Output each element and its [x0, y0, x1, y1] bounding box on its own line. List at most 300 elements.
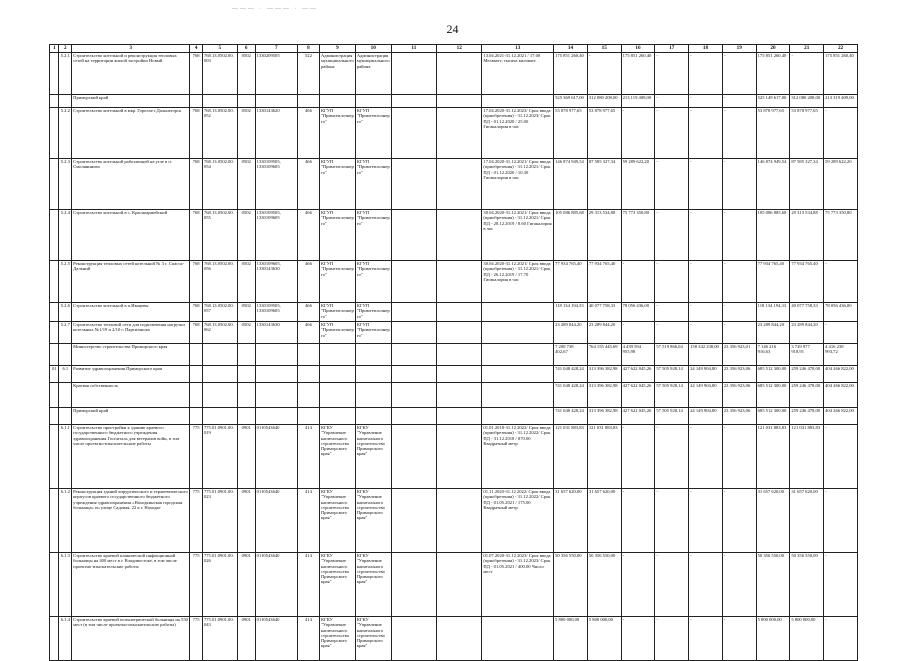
table-cell	[482, 617, 554, 661]
table-cell: 77 934 765,40	[756, 261, 790, 303]
table-cell	[50, 261, 59, 303]
table-cell: 5.2.4	[59, 210, 72, 261]
table-cell: 77 934 765,40	[790, 261, 824, 303]
table-cell: КГУП "Примтеплоэнерго"	[319, 210, 355, 261]
table-cell: 23 289 844,20	[554, 322, 588, 344]
table-cell: -	[722, 159, 756, 210]
table-cell: 768.13.0502.00.057	[202, 303, 237, 322]
table-cell: 404 266 822,00	[824, 408, 858, 425]
table-cell: КГКУ "Управление капитального строительства Приморского края"	[355, 553, 391, 617]
table-cell: 4 439 594 955,98	[621, 344, 655, 366]
table-cell	[50, 159, 59, 210]
table-cell: 77 934 765,40	[587, 261, 621, 303]
table-cell: 31 657 620,00	[554, 489, 588, 553]
table-cell	[237, 95, 255, 108]
table-cell: 1330109505, 1330109605	[255, 210, 297, 261]
table-row	[50, 489, 858, 553]
table-cell: 77 934 765,40	[554, 261, 588, 303]
table-cell: 0502	[237, 159, 255, 210]
table-cell: Приморский край	[72, 95, 190, 108]
table-cell: 0110543640	[255, 617, 297, 661]
table-cell: -	[722, 108, 756, 159]
table-cell	[437, 108, 482, 159]
table-cell: -	[722, 95, 756, 108]
table-cell: 0901	[237, 553, 255, 617]
table-cell: 466	[297, 108, 319, 159]
table-cell	[202, 383, 237, 408]
table-cell: Строительство краевой психиатрической больницы на 550 мест (в том числе проектно-изыскательские работы)	[72, 617, 190, 661]
table-cell	[437, 383, 482, 408]
table-cell	[255, 95, 297, 108]
table-cell	[355, 408, 391, 425]
table-cell: 775.01.0901.00.043	[202, 617, 237, 661]
table-row	[50, 53, 858, 95]
table-cell: 466	[297, 303, 319, 322]
table-cell: 5 800 000,00	[587, 617, 621, 661]
table-cell: 5.2.5	[59, 261, 72, 303]
table-cell: 5.2.7	[59, 322, 72, 344]
table-cell	[50, 489, 59, 553]
table-cell: КГУП "Примтеплоэнерго"	[355, 261, 391, 303]
table-cell: 414	[297, 489, 319, 553]
table-cell	[190, 344, 203, 366]
header-cell: 8	[297, 45, 319, 53]
table-cell: 5 800 000,00	[554, 617, 588, 661]
table-cell: 5.2.6	[59, 303, 72, 322]
table-cell: 01.01.2018-31.12.2022/ Срок ввода (приобретения) - 31.12.2022/ Срок ПД - 31.12.2018 / 870.00 Квадратный метр	[482, 425, 554, 489]
table-cell	[59, 408, 72, 425]
table-cell: Строительство котельной в мкр. Горелое г.Дальнегорск	[72, 108, 190, 159]
table-cell: 775	[190, 617, 203, 661]
table-cell: 175 851 260,40	[756, 53, 790, 95]
table-cell: 4 416 238 993,72	[824, 344, 858, 366]
table-cell	[391, 108, 436, 159]
table-cell: 768	[190, 108, 203, 159]
table-cell: -	[824, 322, 858, 344]
table-cell: КГКУ "Управление капитального строительства Приморского края"	[355, 489, 391, 553]
header-cell: 21	[790, 45, 824, 53]
table-cell: 59 289 622,20	[621, 159, 655, 210]
table-row	[50, 383, 858, 408]
table-cell: 29 313 534,88	[587, 210, 621, 261]
header-cell: 9	[319, 45, 355, 53]
table-cell: КГКУ "Управление капитального строительства Приморского края"	[319, 425, 355, 489]
table-cell: Строительство краевой клинической инфекционной больницы на 400 мест в г. Владивостоке, в том числе проектно-изыскательские работы	[72, 553, 190, 617]
table-cell	[437, 261, 482, 303]
table-cell: 23 289 844,20	[756, 322, 790, 344]
table-row	[50, 95, 858, 108]
table-cell: 741 048 428,24	[554, 383, 588, 408]
table-cell	[437, 303, 482, 322]
table-cell: КГУП "Примтеплоэнерго"	[355, 322, 391, 344]
table-cell: 414	[297, 425, 319, 489]
table-cell: 57 505 928,14	[655, 366, 689, 383]
table-cell: 775.01.0901.00.023	[202, 489, 237, 553]
header-cell: 10	[355, 45, 391, 53]
table-cell: 768.13.0502.00.054	[202, 159, 237, 210]
table-cell: 87 585 327,34	[790, 159, 824, 210]
table-cell: 105 086 885,68	[554, 210, 588, 261]
table-cell: 146 874 949,54	[554, 159, 588, 210]
table-cell: 121 031 883,83	[756, 425, 790, 489]
table-cell: 775	[190, 425, 203, 489]
table-row	[50, 261, 858, 303]
table-cell: -	[722, 425, 756, 489]
table-cell	[59, 344, 72, 366]
table-cell: 313 396 382,98	[587, 366, 621, 383]
table-cell: 775	[190, 489, 203, 553]
table-cell: 53 878 977,65	[756, 108, 790, 159]
table-cell: Приморский край	[72, 408, 190, 425]
table-row	[50, 617, 858, 661]
table-cell: 29 313 534,88	[790, 210, 824, 261]
table-cell	[391, 95, 436, 108]
table-cell	[50, 95, 59, 108]
table-cell: КГУП "Примтеплоэнерго"	[319, 159, 355, 210]
table-cell: 7 200 738 402,67	[554, 344, 588, 366]
table-cell: 23 356 923,06	[722, 408, 756, 425]
table-cell: 146 874 949,54	[756, 159, 790, 210]
table-cell	[391, 408, 436, 425]
table-cell	[391, 261, 436, 303]
table-cell	[237, 366, 255, 383]
table-cell: 768.13.0502.00.055	[202, 210, 237, 261]
table-cell: КГУП "Примтеплоэнерго"	[319, 261, 355, 303]
table-cell: -	[722, 303, 756, 322]
table-cell: 466	[297, 159, 319, 210]
table-cell: Строительство котельной в с. Красноармейский	[72, 210, 190, 261]
header-cell: 15	[587, 45, 621, 53]
table-cell	[255, 383, 297, 408]
table-cell: Реконструкция зданий хирургического и терапевтического корпусов краевого государственного бюджетного учреждения здравоохранения «Находкинская городская больница» по улице Садовая, 22 в г. Находке	[72, 489, 190, 553]
table-cell	[190, 408, 203, 425]
table-row	[50, 322, 858, 344]
table-cell: 53 878 977,65	[554, 108, 588, 159]
table-cell: Строительство котельной работающей на угле в п. Смоляниново	[72, 159, 190, 210]
table-row	[50, 425, 858, 489]
table-cell: -	[689, 322, 723, 344]
table-cell	[437, 344, 482, 366]
table-cell	[391, 489, 436, 553]
table-cell	[391, 425, 436, 489]
table-cell: 01	[50, 366, 59, 383]
table-cell	[482, 344, 554, 366]
table-cell	[391, 553, 436, 617]
table-cell: -	[689, 95, 723, 108]
table-cell: 175 851 260,40	[824, 53, 858, 95]
header-cell: 7	[255, 45, 297, 53]
table-cell: 6.1.3	[59, 553, 72, 617]
header-cell: 22	[824, 45, 858, 53]
table-cell: 121 031 883,83	[587, 425, 621, 489]
table-cell: КГКУ "Управление капитального строительства Приморского края"	[355, 617, 391, 661]
table-cell: 5.2.3	[59, 159, 72, 210]
table-cell: 31 657 620,00	[790, 489, 824, 553]
table-cell: 525 149 617,00	[756, 95, 790, 108]
table-cell: 522	[297, 53, 319, 95]
header-cell: 13	[482, 45, 554, 53]
table-cell: 6.1	[59, 366, 72, 383]
table-cell	[391, 344, 436, 366]
table-cell	[437, 408, 482, 425]
table-cell: 87 585 327,34	[587, 159, 621, 210]
table-row	[50, 408, 858, 425]
table-cell	[391, 617, 436, 661]
top-marks: ——— · ——— · ——	[232, 6, 318, 12]
table-cell: -	[621, 322, 655, 344]
table-cell: 768.13.0502.00.062	[202, 322, 237, 344]
table-row	[50, 108, 858, 159]
table-cell: 17.04.2020-31.12.2023/ Срок ввода (приобретения) - 31.12.2023/ Срок ПД - 01.12.2020 / 25.00 Гигакалория в час	[482, 108, 554, 159]
table-cell	[50, 108, 59, 159]
table-row	[50, 366, 858, 383]
header-cell: 6	[237, 45, 255, 53]
table-cell: -	[587, 53, 621, 95]
table-cell: 57 519 866,04	[655, 344, 689, 366]
table-cell: 741 048 428,24	[554, 366, 588, 383]
table-cell	[202, 95, 237, 108]
table-cell	[202, 366, 237, 383]
table-cell	[237, 383, 255, 408]
table-cell: 175 851 260,40	[621, 53, 655, 95]
table-cell: 5.2.2	[59, 108, 72, 159]
table-cell	[355, 383, 391, 408]
table-cell: 313 396 382,98	[587, 383, 621, 408]
table-cell: 121 031 883,83	[790, 425, 824, 489]
table-cell: 768	[190, 261, 203, 303]
table-cell: -	[689, 159, 723, 210]
table-cell: 404 266 822,00	[824, 383, 858, 408]
header-cell: 4	[190, 45, 203, 53]
table-cell: Строительство пристройки к зданию краевого государственного бюджетного учреждения здравоохранения Госпиталь для ветеранов войн, в том числе проектно-изыскательские работы	[72, 425, 190, 489]
table-cell: -	[689, 303, 723, 322]
table-cell	[50, 425, 59, 489]
table-cell: -	[824, 425, 858, 489]
table-cell: КГУП "Примтеплоэнерго"	[355, 210, 391, 261]
table-cell: -	[722, 210, 756, 261]
table-cell: 24 149 904,80	[689, 383, 723, 408]
table-cell: 414	[297, 617, 319, 661]
table-cell: 78 056 436,00	[824, 303, 858, 322]
table-cell	[437, 159, 482, 210]
table-cell: 312 080 208,00	[587, 95, 621, 108]
table-cell: 01.07.2020-31.12.2023/ Срок ввода (приобретения) - 31.12.2023/ Срок ПД - 01.05.2021 / 400.00 Число мест	[482, 553, 554, 617]
table-cell: 0110543640	[255, 553, 297, 617]
table-cell: -	[824, 108, 858, 159]
header-cell: 16	[621, 45, 655, 53]
table-cell	[202, 408, 237, 425]
table-cell	[482, 366, 554, 383]
table-cell	[319, 344, 355, 366]
table-cell: 121 031 883,83	[554, 425, 588, 489]
table-cell: -	[689, 425, 723, 489]
table-cell: 23 289 844,20	[587, 322, 621, 344]
table-row	[50, 303, 858, 322]
table-cell	[297, 344, 319, 366]
table-cell	[50, 617, 59, 661]
table-cell	[237, 408, 255, 425]
table-cell: 768	[190, 303, 203, 322]
table-cell: 1330109605, 1330143630	[255, 261, 297, 303]
table-cell	[255, 408, 297, 425]
table-cell	[437, 617, 482, 661]
table-cell: Строительство тепловой сети для подключения нагрузки котельных №1/19 и 2/10 г. Партизанска	[72, 322, 190, 344]
table-cell: 768.13.0502.00.003	[202, 53, 237, 95]
table-cell: КГУП "Примтеплоэнерго"	[319, 303, 355, 322]
table-cell	[391, 322, 436, 344]
table-cell: Строительство котельной в п.Ивацевы	[72, 303, 190, 322]
table-cell: 313 396 382,98	[587, 408, 621, 425]
table-cell: 525 369 617,00	[554, 95, 588, 108]
table-cell	[355, 95, 391, 108]
table-row	[50, 344, 858, 366]
table-cell: 31 657 620,00	[587, 489, 621, 553]
table-cell: 775.01.0901.00.019	[202, 425, 237, 489]
table-cell: -	[722, 261, 756, 303]
table-cell: 466	[297, 322, 319, 344]
table-cell: -	[689, 261, 723, 303]
header-cell: 2	[59, 45, 72, 53]
table-cell: 30.04.2020-31.12.2021/ Срок ввода (приобретения) - 31.12.2021/ Срок ПД - 28.12.2019 / 8.60 Гигакалория в час	[482, 210, 554, 261]
table-cell	[50, 383, 59, 408]
table-row	[50, 553, 858, 617]
table-cell: 775	[190, 553, 203, 617]
table-cell: 427 622 045,26	[621, 383, 655, 408]
table-cell: 414	[297, 553, 319, 617]
table-cell	[50, 553, 59, 617]
table-cell: -	[655, 553, 689, 617]
table-cell: -	[621, 489, 655, 553]
table-cell: КГКУ "Управление капитального строительства Приморского края"	[319, 489, 355, 553]
table-cell: 158 342 238,00	[689, 344, 723, 366]
table-cell	[297, 366, 319, 383]
table-cell	[50, 303, 59, 322]
table-cell	[50, 408, 59, 425]
table-cell	[297, 408, 319, 425]
header-cell: 5	[202, 45, 237, 53]
table-cell: Администрация муниципального района	[355, 53, 391, 95]
table-cell: 175 851 260,40	[554, 53, 588, 95]
table-cell: 0901	[237, 489, 255, 553]
table-cell: -	[621, 553, 655, 617]
table-cell: -	[655, 489, 689, 553]
table-cell: 50 356 550,00	[587, 553, 621, 617]
table-cell: 0901	[237, 425, 255, 489]
table-cell: 23 356 923,06	[722, 366, 756, 383]
header-cell: 3	[72, 45, 190, 53]
table-cell: 75 773 350,80	[824, 210, 858, 261]
table-cell	[437, 366, 482, 383]
table-cell: 768.13.0502.00.056	[202, 261, 237, 303]
table-cell: Строительство котельной и реконструкция тепловых сетей на территории жилой застройки Новый	[72, 53, 190, 95]
table-cell: -	[621, 108, 655, 159]
table-cell: 40 077 758,33	[587, 303, 621, 322]
table-cell: 40 077 758,33	[790, 303, 824, 322]
table-cell: 213 119 409,00	[621, 95, 655, 108]
table-cell	[319, 366, 355, 383]
table-cell: 57 505 928,14	[655, 408, 689, 425]
table-cell	[391, 210, 436, 261]
table-cell: 5 800 000,00	[756, 617, 790, 661]
table-cell: 259 246 478,00	[790, 408, 824, 425]
table-cell: -	[655, 95, 689, 108]
table-cell	[437, 553, 482, 617]
table-cell: 59 289 622,20	[824, 159, 858, 210]
table-cell	[319, 408, 355, 425]
table-cell: 6.1.4	[59, 617, 72, 661]
table-cell: 53 878 977,65	[587, 108, 621, 159]
table-cell: -	[655, 53, 689, 95]
table-cell: 01.11.2020-31.12.2022/ Срок ввода (приобретения) - 31.12.2022/ Срок ПД - 01.05.2021 / 175.00 Квадратный метр	[482, 489, 554, 553]
table-cell	[319, 95, 355, 108]
table-cell: -	[722, 53, 756, 95]
table-cell: -	[655, 261, 689, 303]
table-cell: КГКУ "Управление капитального строительства Приморского края"	[355, 425, 391, 489]
table-cell: КГУП "Примтеплоэнерго"	[355, 108, 391, 159]
table-cell: КГКУ "Управление капитального строительства Приморского края"	[319, 617, 355, 661]
table-cell: КГУП "Примтеплоэнерго"	[355, 159, 391, 210]
table-cell: Администрация муниципального района	[319, 53, 355, 95]
table-cell	[255, 366, 297, 383]
table-cell: -	[722, 322, 756, 344]
header-cell: 18	[689, 45, 723, 53]
table-cell: -	[689, 553, 723, 617]
table-cell: 1330143620	[255, 108, 297, 159]
table-cell: 1330209505	[255, 53, 297, 95]
table-cell: 57 505 928,14	[655, 383, 689, 408]
table-cell: КГУП "Примтеплоэнерго"	[319, 322, 355, 344]
table-cell: 1330109505, 1330109605	[255, 303, 297, 322]
table-cell: 1330109505, 1330109605	[255, 159, 297, 210]
table-cell: 78 056 436,00	[621, 303, 655, 322]
table-cell: -	[824, 617, 858, 661]
table-cell: 685 512 300,00	[756, 366, 790, 383]
table-cell	[50, 344, 59, 366]
table-cell: -	[689, 53, 723, 95]
table-cell	[391, 303, 436, 322]
table-cell: 259 246 478,00	[790, 383, 824, 408]
table-cell	[202, 344, 237, 366]
table-cell: -	[722, 617, 756, 661]
table-cell: 75 773 350,80	[621, 210, 655, 261]
table-cell: 23 356 923,01	[722, 344, 756, 366]
table-cell: -	[824, 489, 858, 553]
table-cell	[297, 383, 319, 408]
table-cell: КГУП "Примтеплоэнерго"	[319, 108, 355, 159]
table-cell	[391, 159, 436, 210]
header-row	[50, 45, 858, 53]
table-cell	[437, 489, 482, 553]
table-cell	[319, 383, 355, 408]
table-cell: 741 048 428,24	[554, 408, 588, 425]
table-cell: 7 146 216 916,63	[756, 344, 790, 366]
table-cell	[482, 383, 554, 408]
table-row	[50, 210, 858, 261]
table-cell: 768	[190, 159, 203, 210]
table-cell: 0502	[237, 53, 255, 95]
table-cell: 466	[297, 261, 319, 303]
table-cell: 0901	[237, 617, 255, 661]
table-cell: КГУП "Примтеплоэнерго"	[355, 303, 391, 322]
table-cell	[437, 425, 482, 489]
table-cell: -	[689, 108, 723, 159]
table-cell	[190, 95, 203, 108]
table-cell: 50 356 550,00	[756, 553, 790, 617]
table-cell	[355, 344, 391, 366]
table-cell: -	[655, 210, 689, 261]
table-cell	[59, 383, 72, 408]
table-cell: 31 657 620,00	[756, 489, 790, 553]
